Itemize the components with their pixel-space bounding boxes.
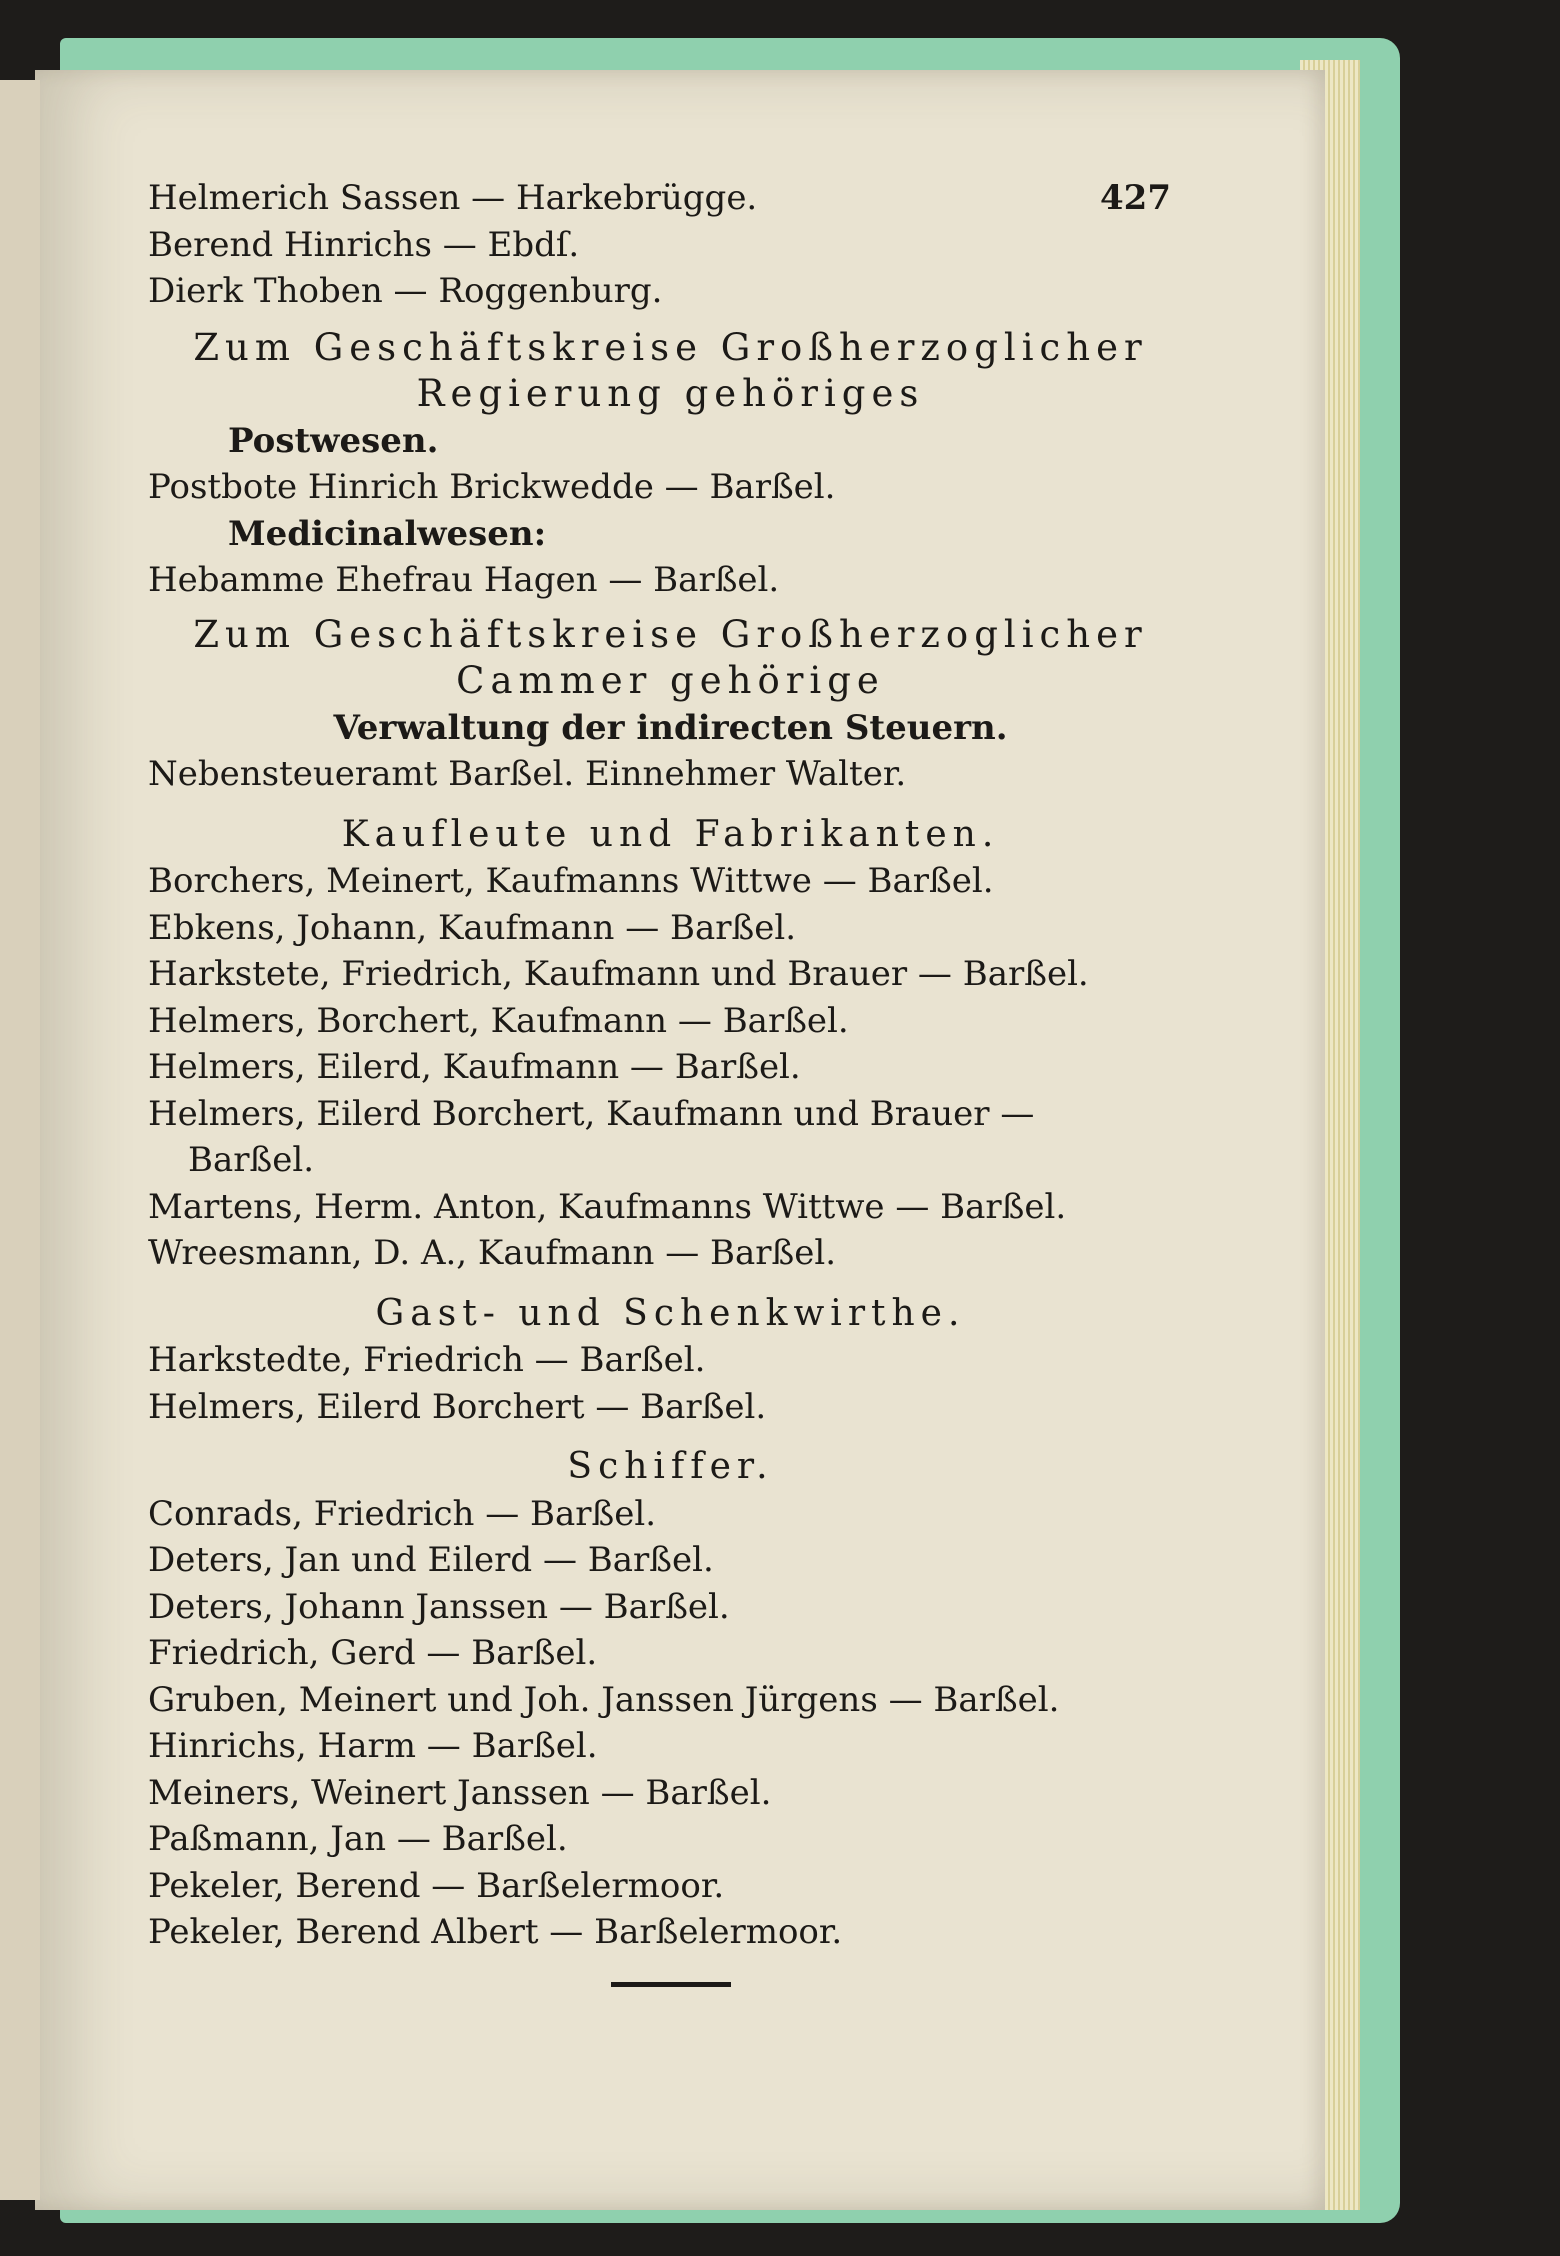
entry: Hinrichs, Harm — Barßel. bbox=[148, 1726, 598, 1766]
entry: Deters, Johann Janssen — Barßel. bbox=[148, 1586, 730, 1627]
entry: Deters, Jan und Eilerd — Barßel. bbox=[148, 1540, 714, 1580]
entry: Harkstedte, Friedrich — Barßel. bbox=[148, 1340, 706, 1380]
entry: Hebamme Ehefrau Hagen — Barßel. bbox=[148, 560, 780, 600]
entry: Paßmann, Jan — Barßel. bbox=[148, 1819, 568, 1859]
section-heading: Regierung gehöriges bbox=[416, 372, 925, 415]
section-heading: Cammer gehörige bbox=[456, 659, 885, 702]
page-content bbox=[148, 175, 1193, 1987]
entry: Pekeler, Berend — Barßelermoor. bbox=[148, 1865, 725, 1906]
entry: Friedrich, Gerd — Barßel. bbox=[148, 1633, 598, 1673]
entry: Ebkens, Johann, Kaufmann — Barßel. bbox=[148, 907, 797, 948]
entry: Helmers, Borchert, Kaufmann — Barßel. bbox=[148, 1000, 849, 1041]
entry: Helmers, Eilerd, Kaufmann — Barßel. bbox=[148, 1047, 801, 1087]
entry: Harkstete, Friedrich, Kaufmann und Brauer — Barßel. bbox=[148, 954, 1089, 994]
section-heading: Schiffer. bbox=[567, 1446, 774, 1487]
section-heading: Kaufleute und Fabrikanten. bbox=[341, 813, 1000, 855]
entry-continuation: Barßel. bbox=[188, 1140, 315, 1180]
entry: Nebensteueramt Barßel. Einnehmer Walter. bbox=[148, 754, 907, 794]
entry: Pekeler, Berend Albert — Barßelermoor. bbox=[148, 1912, 843, 1952]
section-heading: Gast- und Schenkwirthe. bbox=[375, 1292, 966, 1334]
page-number: 427 bbox=[1100, 178, 1171, 218]
entry: Gruben, Meinert und Joh. Janssen Jürgens — Barßel. bbox=[148, 1679, 1060, 1720]
entry: Postbote Hinrich Brickwedde — Barßel. bbox=[148, 467, 836, 507]
entry: Borchers, Meinert, Kaufmanns Wittwe — Barßel. bbox=[148, 861, 994, 901]
entry: Helmers, Eilerd Borchert, Kaufmann und Brauer — bbox=[148, 1093, 1035, 1134]
entry: Conrads, Friedrich — Barßel. bbox=[148, 1493, 657, 1534]
entry: Wreesmann, D. A., Kaufmann — Barßel. bbox=[148, 1233, 837, 1273]
subsection-title: Postwesen. bbox=[228, 420, 439, 461]
subsection-title: Medicinalwesen: bbox=[228, 513, 547, 554]
entry: Dierk Thoben — Roggenburg. bbox=[148, 271, 663, 311]
section-heading: Zum Geschäftskreise Großherzoglicher bbox=[193, 325, 1148, 369]
section-heading: Zum Geschäftskreise Großherzoglicher bbox=[193, 612, 1148, 656]
left-page-edge bbox=[0, 80, 40, 2200]
closing-rule bbox=[611, 1982, 731, 1987]
entry: Martens, Herm. Anton, Kaufmanns Wittwe — Barßel. bbox=[148, 1186, 1067, 1227]
entry: Helmerich Sassen — Harkebrügge. bbox=[148, 178, 758, 218]
entry: Helmers, Eilerd Borchert — Barßel. bbox=[148, 1386, 767, 1427]
entry: Meiners, Weinert Janssen — Barßel. bbox=[148, 1772, 772, 1813]
entry: Berend Hinrichs — Ebdſ. bbox=[148, 224, 580, 265]
subsection-title: Verwaltung der indirecten Steuern. bbox=[333, 707, 1008, 748]
